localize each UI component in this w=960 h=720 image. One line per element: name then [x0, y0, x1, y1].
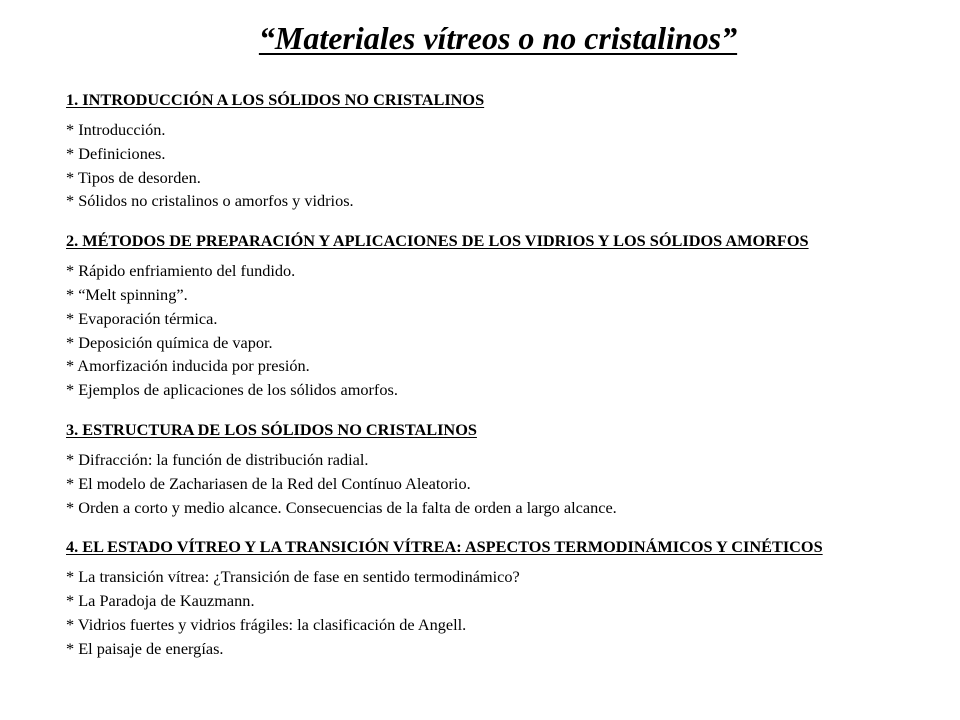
list-item: * El modelo de Zachariasen de la Red del Contínuo Aleatorio. — [66, 473, 471, 493]
section-metodos — [66, 230, 956, 402]
list-item: * Definiciones. — [66, 143, 166, 163]
section-heading: 3. ESTRUCTURA DE LOS SÓLIDOS NO CRISTALINOS — [66, 419, 477, 439]
document-title: “Materiales vítreos o no cristalinos” — [258, 20, 738, 56]
section-heading: 4. EL ESTADO VÍTREO Y LA TRANSICIÓN VÍTREA: ASPECTOS TERMODINÁMICOS Y CINÉTICOS — [66, 537, 823, 557]
section-introduccion — [66, 89, 956, 213]
list-item: * La Paradoja de Kauzmann. — [66, 591, 255, 611]
list-item: * La transición vítrea: ¿Transición de fase en sentido termodinámico? — [66, 567, 520, 587]
list-item: * Deposición química de vapor. — [66, 332, 273, 352]
list-item: * Amorfización inducida por presión. — [66, 356, 310, 376]
section-estado-vitreo — [66, 536, 956, 660]
section-heading: 2. MÉTODOS DE PREPARACIÓN Y APLICACIONES DE LOS VIDRIOS Y LOS SÓLIDOS AMORFOS — [66, 231, 809, 251]
list-item: * Tipos de desorden. — [66, 167, 201, 187]
list-item: * Evaporación térmica. — [66, 308, 218, 328]
list-item: * Orden a corto y medio alcance. Consecuencias de la falta de orden a largo alcance. — [66, 497, 617, 517]
document-body — [66, 89, 956, 678]
list-item: * Difracción: la función de distribución radial. — [66, 449, 369, 469]
section-estructura — [66, 419, 956, 519]
list-item: * Introducción. — [66, 120, 166, 139]
section-heading: 1. INTRODUCCIÓN A LOS SÓLIDOS NO CRISTALINOS — [66, 90, 485, 109]
list-item: * Sólidos no cristalinos o amorfos y vidrios. — [66, 191, 354, 211]
list-item: * Rápido enfriamiento del fundido. — [66, 261, 296, 281]
list-item: * El paisaje de energías. — [66, 638, 224, 658]
list-item: * Vidrios fuertes y vidrios frágiles: la clasificación de Angell. — [66, 614, 467, 634]
list-item: * “Melt spinning”. — [66, 284, 188, 304]
list-item: * Ejemplos de aplicaciones de los sólidos amorfos. — [66, 380, 398, 400]
